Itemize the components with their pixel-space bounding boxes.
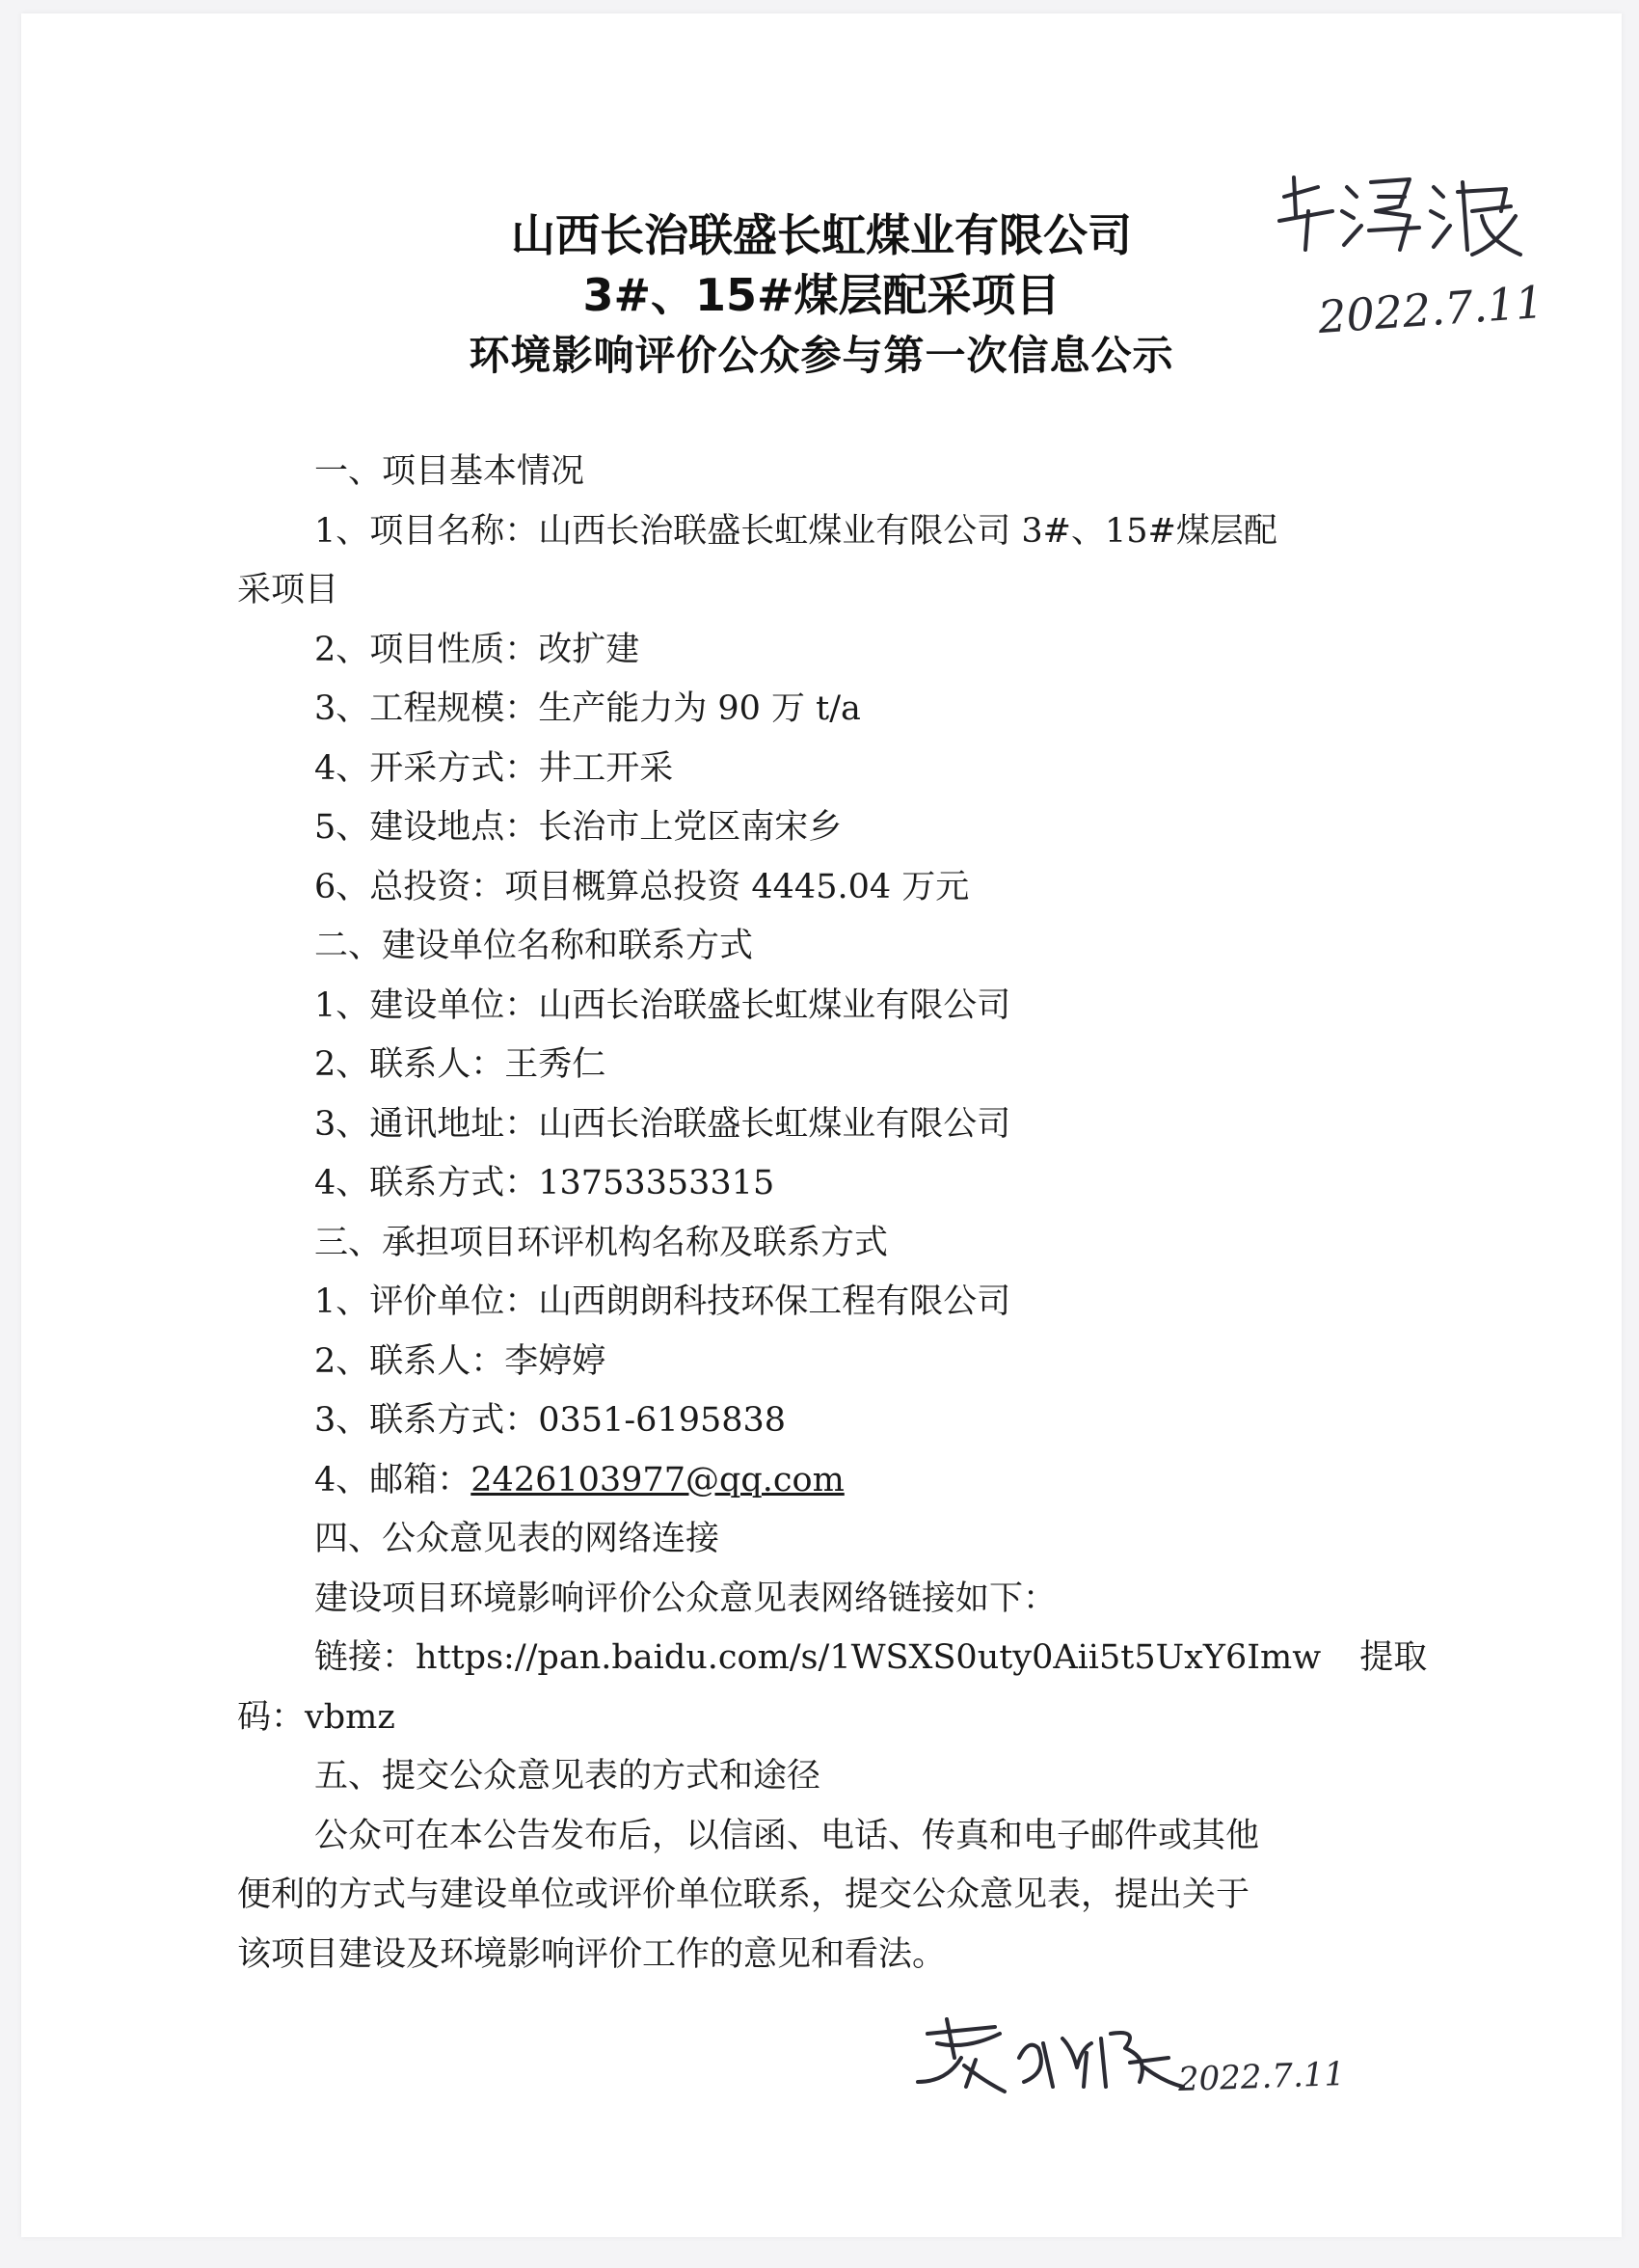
signature-bottom [908, 1990, 1188, 2106]
code-label: 提取 [1359, 1638, 1428, 1677]
title-project: 3#、15#煤层配采项目 [582, 269, 1061, 321]
notice-body [237, 443, 1428, 1984]
section5-heading: 五、提交公众意见表的方式和途径 [314, 1757, 821, 1796]
signature-top-date: 2022.7.11 [1316, 275, 1545, 344]
s4-link-line [237, 1629, 1428, 1688]
section1-heading: 一、项目基本情况 [314, 452, 585, 491]
share-url[interactable]: https://pan.baidu.com/s/1WSXS0uty0Aii5t5UxY6Imw [416, 1638, 1322, 1677]
s1-item6: 6、总投资：项目概算总投资 4445.04 万元 [314, 867, 970, 906]
s5-para-line1: 公众可在本公告发布后，以信函、电话、传真和电子邮件或其他 [314, 1816, 1260, 1855]
s3-item1: 1、评价单位：山西朗朗科技环保工程有限公司 [314, 1282, 1011, 1321]
s3-item2: 2、联系人：李婷婷 [314, 1341, 606, 1381]
s3-item3: 3、联系方式：0351-6195838 [314, 1401, 787, 1440]
s1-item1-cont: 采项目 [237, 571, 339, 609]
s3-item4 [237, 1451, 1394, 1511]
signature-top [1265, 158, 1554, 274]
s2-item2: 2、联系人：王秀仁 [314, 1045, 606, 1084]
section3-heading: 三、承担项目环评机构名称及联系方式 [314, 1223, 889, 1262]
section2-heading: 二、建设单位名称和联系方式 [314, 927, 754, 965]
s1-item4: 4、开采方式：井工开采 [314, 748, 674, 788]
s5-para-line3: 该项目建设及环境影响评价工作的意见和看法。 [237, 1934, 947, 1974]
title-company: 山西长治联盛长虹煤业有限公司 [511, 209, 1132, 261]
email-label: 4、邮箱： [314, 1460, 471, 1499]
signature-bottom-date: 2022.7.11 [1177, 2054, 1346, 2100]
link-label: 链接： [314, 1638, 416, 1677]
s1-item3: 3、工程规模：生产能力为 90 万 t/a [314, 689, 861, 728]
s1-item2: 2、项目性质：改扩建 [314, 630, 640, 669]
s1-item5: 5、建设地点：长治市上党区南宋乡 [314, 808, 843, 847]
s2-item4: 4、联系方式：13753353315 [314, 1164, 775, 1202]
title-notice: 环境影响评价公众参与第一次信息公示 [469, 332, 1174, 379]
s4-code: 码：vbmz [237, 1697, 395, 1737]
email-link[interactable]: 2426103977@qq.com [470, 1460, 845, 1499]
s2-item1: 1、建设单位：山西长治联盛长虹煤业有限公司 [314, 986, 1011, 1025]
section4-heading: 四、公众意见表的网络连接 [314, 1520, 720, 1558]
document-page [21, 14, 1622, 2237]
s4-intro: 建设项目环境影响评价公众意见表网络链接如下： [314, 1579, 1058, 1618]
s5-para-line2: 便利的方式与建设单位或评价单位联系，提交公众意见表，提出关于 [237, 1876, 1250, 1914]
s1-item1: 1、项目名称：山西长治联盛长虹煤业有限公司 3#、15#煤层配 [314, 511, 1277, 551]
s2-item3: 3、通讯地址：山西长治联盛长虹煤业有限公司 [314, 1104, 1011, 1144]
